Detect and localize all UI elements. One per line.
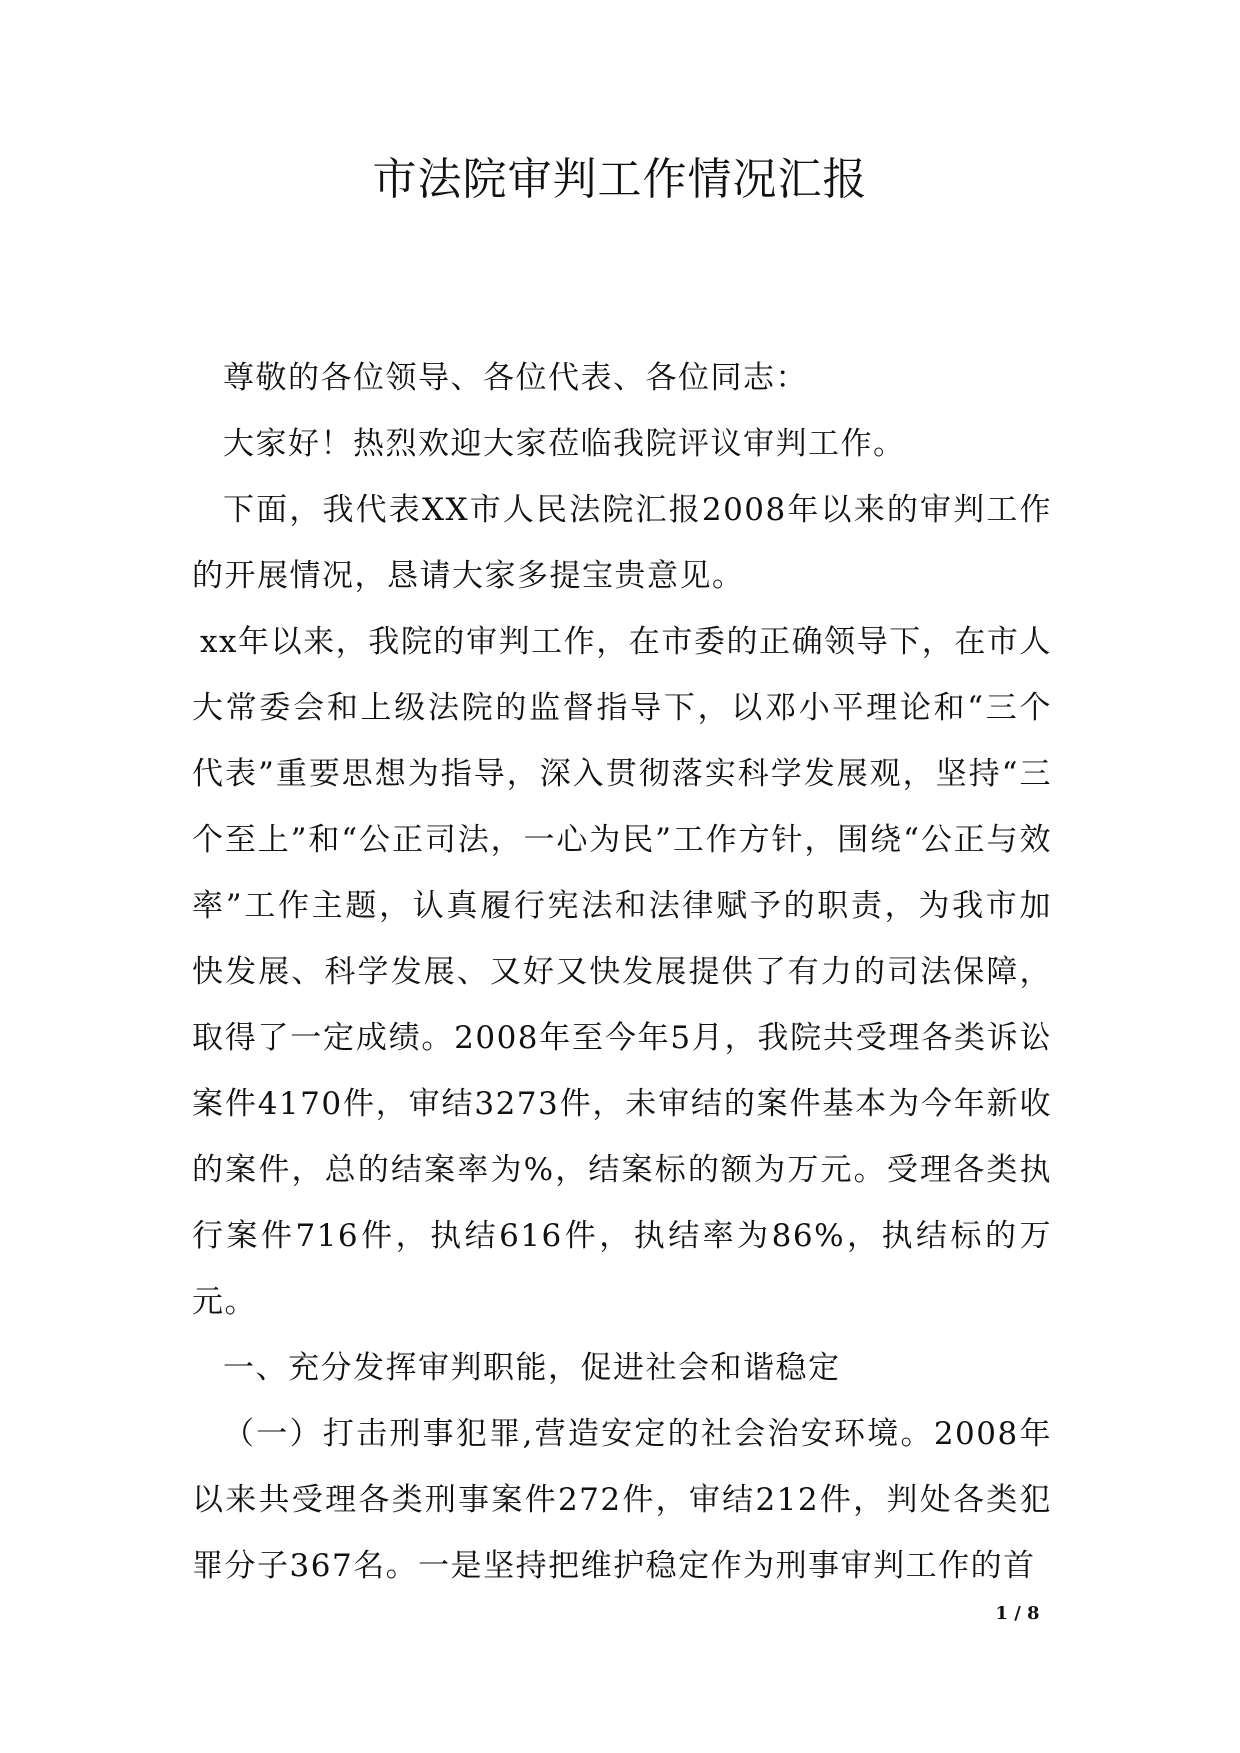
summary-paragraph: xx年以来，我院的审判工作，在市委的正确领导下，在市人大常委会和上级法院的监督指导下，以邓小平理论和“三个代表”重要思想为指导，深入贯彻落实科学发展观，坚持“三个至上”和“公正司法，一心为民”工作方针，围绕“公正与效率”工作主题，认真履行宪法和法律赋予的职责，为我市加快发展、科学发展、又好又快发展提供了有力的司法保障，取得了一定成绩。2008年至今年5月，我院共受理各类诉讼案件4170件，审结3273件，未审结的案件基本为今年新收的案件，总的结案率为%，结案标的额为万元。受理各类执行案件716件，执结616件，执结率为86%，执结标的万元。	[192, 624, 1052, 1320]
document-title: 市法院审判工作情况汇报	[372, 154, 868, 205]
greeting-paragraph: 尊敬的各位领导、各位代表、各位同志：	[223, 360, 808, 396]
welcome-paragraph: 大家好！热烈欢迎大家莅临我院评议审判工作。	[223, 426, 906, 462]
intro-paragraph: 下面，我代表XX市人民法院汇报2008年以来的审判工作的开展情况，恳请大家多提宝贵意见。	[192, 492, 1052, 594]
subsection-paragraph: （一）打击刑事犯罪,营造安定的社会治安环境。2008年以来共受理各类刑事案件272件，审结212件，判处各类犯罪分子367名。一是坚持把维护稳定作为刑事审判工作的首	[192, 1416, 1052, 1584]
section-heading: 一、充分发挥审判职能，促进社会和谐稳定	[223, 1350, 841, 1386]
page-number-text: 1 / 8	[995, 1603, 1040, 1624]
page-number	[0, 1603, 1240, 1625]
document-body	[192, 345, 1052, 1599]
